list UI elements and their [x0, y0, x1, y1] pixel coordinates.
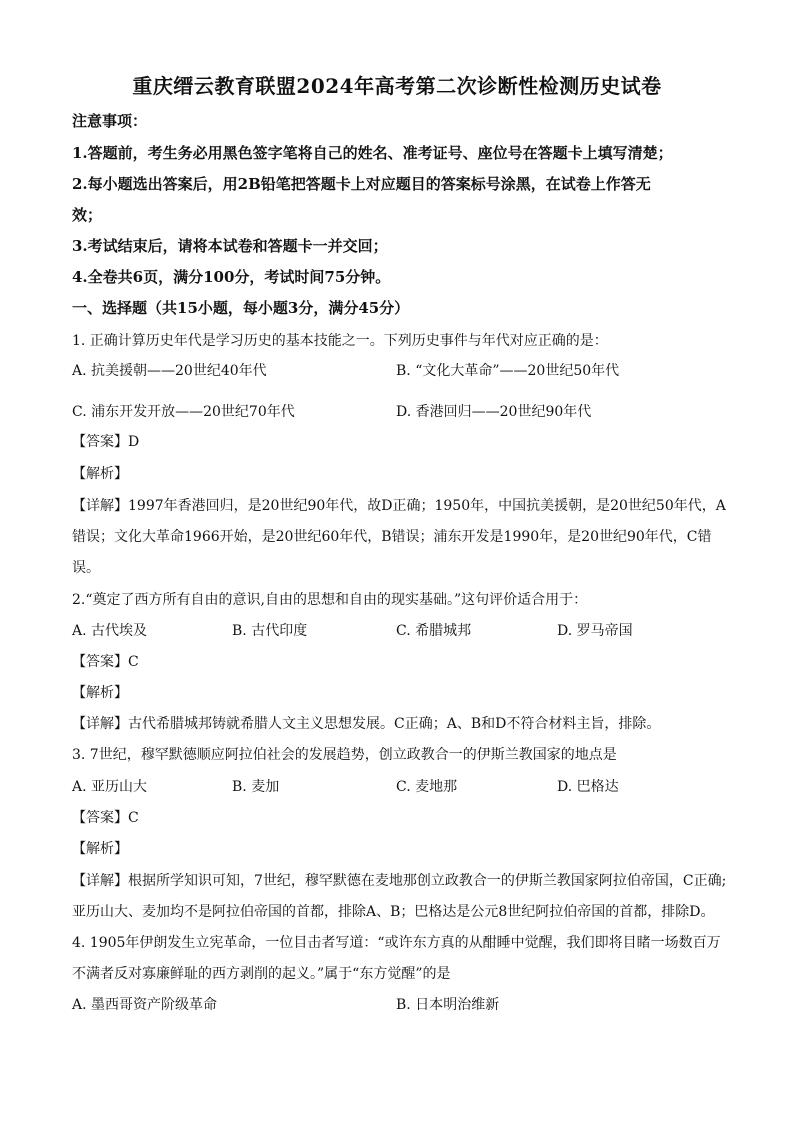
q1-detail-row-1 — [72, 495, 726, 515]
notice-item-4: 4.全卷共6页，满分100分，考试时间75分钟。 — [72, 268, 391, 286]
q1-option-d: D. 香港回归——20世纪90年代 — [396, 404, 592, 420]
answer-label: 【答案】 — [72, 434, 128, 450]
question-1-stem: 1. 正确计算历史年代是学习历史的基本技能之一。下列历史事件与年代对应正确的是： — [72, 333, 608, 349]
q3-answer: C — [128, 810, 139, 826]
notice-item-2: 2.每小题选出答案后，用2B铅笔把答题卡上对应题目的答案标号涂黑，在试卷上作答无 — [72, 175, 651, 193]
q3-detail-line-1: 根据所学知识可知，7世纪，穆罕默德在麦地那创立政教合一的伊斯兰教国家阿拉伯帝国，C正确; — [128, 873, 727, 889]
q3-detail-row-1 — [72, 870, 726, 890]
q2-analysis-label: 【解析】 — [72, 685, 128, 701]
q3-option-a: A. 亚历山大 — [72, 779, 148, 795]
q3-answer-row — [72, 807, 139, 827]
q1-option-a: A. 抗美援朝——20世纪40年代 — [72, 363, 267, 379]
notice-item-3: 3.考试结束后，请将本试卷和答题卡一并交回； — [72, 237, 388, 255]
notice-heading: 注意事项： — [72, 112, 148, 130]
q1-option-c: C. 浦东开发开放——20世纪70年代 — [72, 404, 295, 420]
question-4-stem-1: 4. 1905年伊朗发生立宪革命，一位目击者写道：“或许东方真的从酣睡中觉醒，我们即将目睹一场数百万 — [72, 935, 721, 951]
notice-item-2-cont: 效； — [72, 206, 103, 224]
detail-label: 【详解】 — [72, 716, 128, 732]
q3-option-d: D. 巴格达 — [557, 779, 619, 795]
q1-detail-line-3: 误。 — [72, 560, 100, 576]
answer-label: 【答案】 — [72, 654, 128, 670]
q2-answer: C — [128, 654, 139, 670]
q3-detail-line-2: 亚历山大、麦加均不是阿拉伯帝国的首都，排除A、B；巴格达是公元8世纪阿拉伯帝国的首都，排除D。 — [72, 904, 715, 920]
q1-answer-row — [72, 431, 139, 451]
q4-option-b: B. 日本明治维新 — [396, 997, 500, 1013]
q1-analysis-label: 【解析】 — [72, 466, 128, 482]
q1-option-b: B. “文化大革命”——20世纪50年代 — [396, 363, 620, 379]
page-title: 重庆缙云教育联盟2024年高考第二次诊断性检测历史试卷 — [132, 74, 662, 98]
q1-detail-line-2: 错误；文化大革命1966开始，是20世纪60年代，B错误；浦东开发是1990年，是20世纪90年代，C错 — [72, 529, 712, 545]
q2-option-c: C. 希腊城邦 — [396, 623, 472, 639]
q3-option-b: B. 麦加 — [232, 779, 280, 795]
q3-analysis-label: 【解析】 — [72, 841, 128, 857]
q2-detail: 古代希腊城邦铸就希腊人文主义思想发展。C正确；A、B和D不符合材料主旨，排除。 — [128, 716, 661, 732]
question-4-stem-2: 不满者反对寡廉鲜耻的西方剥削的起义。”属于“东方觉醒”的是 — [72, 966, 451, 982]
q2-option-a: A. 古代埃及 — [72, 623, 148, 639]
q2-answer-row — [72, 651, 139, 671]
question-2-stem: 2.“奠定了西方所有自由的意识,自由的思想和自由的现实基础。”这句评价适合用于： — [72, 592, 588, 608]
answer-label: 【答案】 — [72, 810, 128, 826]
section-heading: 一、选择题（共15小题，每小题3分，满分45分） — [72, 299, 410, 317]
q2-option-b: B. 古代印度 — [232, 623, 308, 639]
question-3-stem: 3. 7世纪，穆罕默德顺应阿拉伯社会的发展趋势，创立政教合一的伊斯兰教国家的地点是 — [72, 747, 617, 763]
q4-option-a: A. 墨西哥资产阶级革命 — [72, 997, 218, 1013]
q3-option-c: C. 麦地那 — [396, 779, 458, 795]
q1-detail-line-1: 1997年香港回归，是20世纪90年代，故D正确；1950年，中国抗美援朝，是20世纪50年代，A — [128, 498, 726, 514]
q2-detail-row — [72, 713, 660, 733]
q2-option-d: D. 罗马帝国 — [557, 623, 633, 639]
detail-label: 【详解】 — [72, 498, 128, 514]
detail-label: 【详解】 — [72, 873, 128, 889]
q1-answer: D — [128, 434, 140, 450]
notice-item-1: 1.答题前，考生务必用黑色签字笔将自己的姓名、准考证号、座位号在答题卡上填写清楚； — [72, 144, 673, 162]
